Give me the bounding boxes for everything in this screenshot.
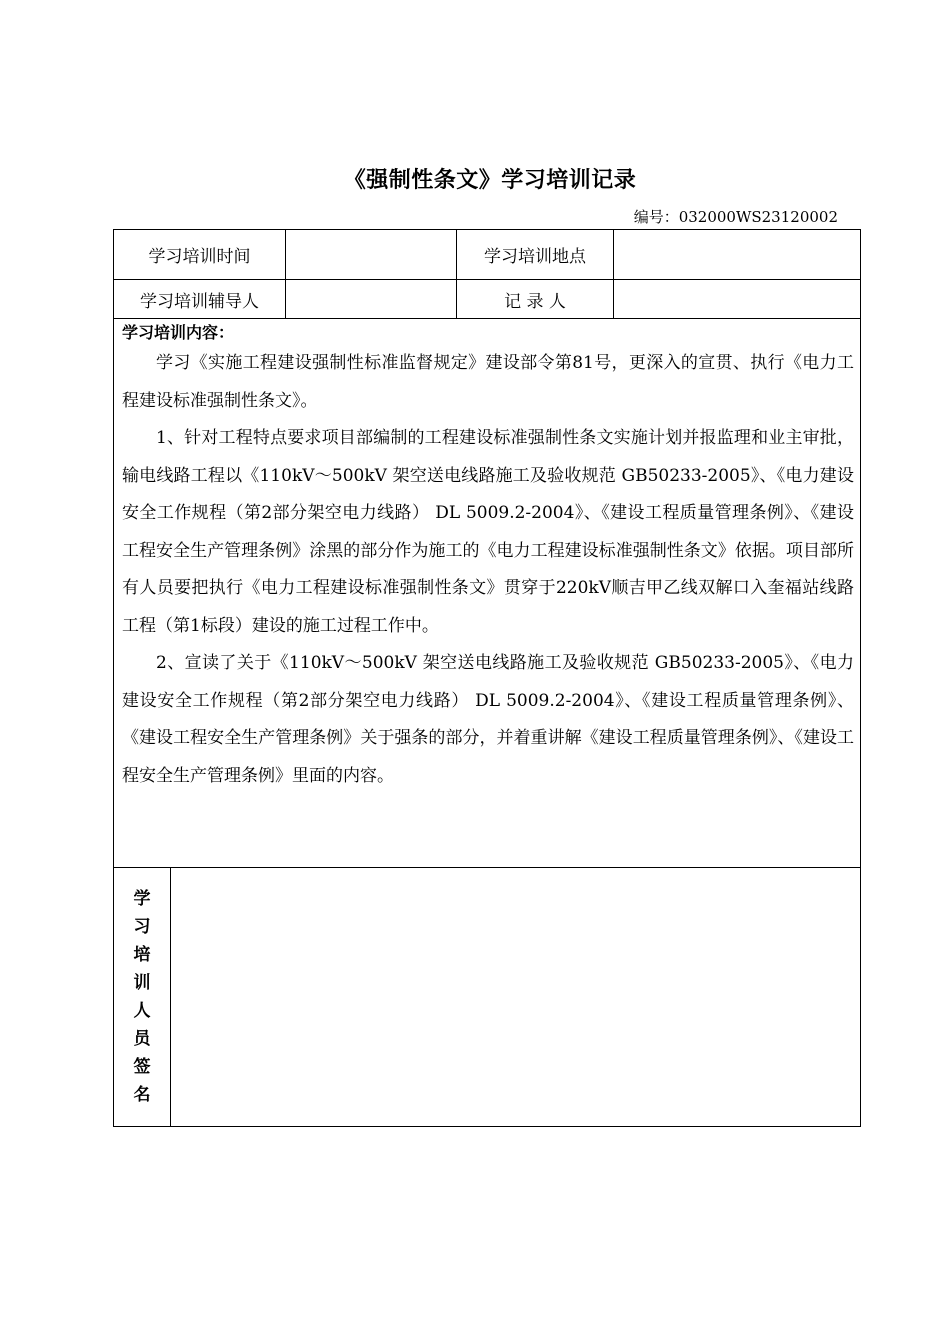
page-title: 《强制性条文》学习培训记录 xyxy=(343,168,637,193)
training-record-table xyxy=(113,229,861,1127)
recorder-label: 记 录 人 xyxy=(457,280,614,319)
content-paragraph-3: 2、宣读了关于《110kV～500kV 架空送电线路施工及验收规范 GB50233-2005》、《电力建设安全工作规程（第2部分架空电力线路） DL 5009.2-2004》、《建设工程质量管理条例》、《建设工程安全生产管理条例》关于强条的部分，并着重讲解《建设工程质量管理条例》、《建设工程安全生产管理条例》里面的内容。 xyxy=(122,653,854,786)
document-number: 编号：032000WS23120002 xyxy=(633,208,838,226)
signature-label-char: 人 xyxy=(133,1001,151,1021)
instructor-field[interactable] xyxy=(286,280,457,319)
training-time-label: 学习培训时间 xyxy=(114,230,286,280)
content-paragraph-1: 学习《实施工程建设强制性标准监督规定》建设部令第81号，更深入的宣贯、执行《电力工程建设标准强制性条文》。 xyxy=(122,353,854,411)
row-instructor-recorder xyxy=(114,280,861,319)
content-paragraph-2: 1、针对工程特点要求项目部编制的工程建设标准强制性条文实施计划并报监理和业主审批，输电线路工程以《110kV～500kV 架空送电线路施工及验收规范 GB50233-2005》、《电力建设安全工作规程（第2部分架空电力线路） DL 5009.2-2004》、《建设工程质量管理条例》、《建设工程安全生产管理条例》涂黑的部分作为施工的《电力工程建设标准强制性条文》依据。项目部所有人员要把执行《电力工程建设标准强制性条文》贯穿于220kV顺吉甲乙线双解口入奎福站线路工程（第1标段）建设的施工过程工作中。 xyxy=(122,428,854,636)
recorder-field[interactable] xyxy=(614,280,861,319)
row-time-place xyxy=(114,230,861,280)
signature-label-char: 学 xyxy=(133,889,151,909)
signature-label-char: 习 xyxy=(133,917,151,937)
row-signature xyxy=(114,868,861,1127)
signature-label-char: 签 xyxy=(133,1057,151,1077)
row-content xyxy=(114,319,861,868)
signature-label-char: 名 xyxy=(133,1085,151,1105)
instructor-label: 学习培训辅导人 xyxy=(114,280,286,319)
content-heading: 学习培训内容： xyxy=(122,323,235,342)
training-content-cell xyxy=(114,319,861,868)
training-place-field[interactable] xyxy=(614,230,861,280)
training-place-label: 学习培训地点 xyxy=(457,230,614,280)
signature-label xyxy=(114,868,171,1127)
signature-field[interactable] xyxy=(171,868,861,1127)
signature-label-char: 培 xyxy=(133,945,151,965)
training-time-field[interactable] xyxy=(286,230,457,280)
signature-label-char: 训 xyxy=(133,973,151,993)
signature-label-char: 员 xyxy=(133,1029,151,1049)
